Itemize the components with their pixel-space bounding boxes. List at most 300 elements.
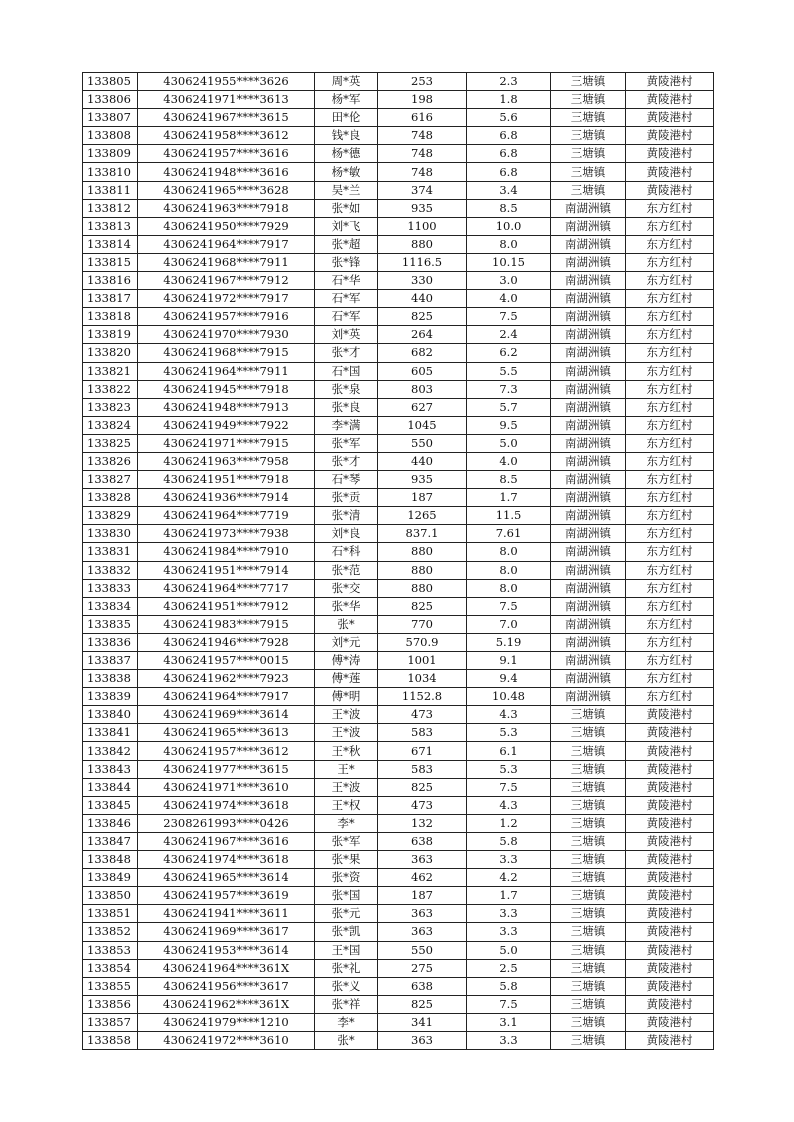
village-cell: 黄陵港村 <box>626 1031 714 1049</box>
village-cell: 东方红村 <box>626 308 714 326</box>
quantity-cell: 7.5 <box>467 995 551 1013</box>
row-number-cell: 133816 <box>83 272 138 290</box>
amount-cell: 1100 <box>378 217 467 235</box>
town-cell: 三塘镇 <box>551 145 626 163</box>
row-number-cell: 133850 <box>83 887 138 905</box>
row-number-cell: 133835 <box>83 615 138 633</box>
id-number-cell: 4306241953****3614 <box>138 941 315 959</box>
table-row <box>83 525 714 543</box>
village-cell: 黄陵港村 <box>626 1013 714 1031</box>
quantity-cell: 2.4 <box>467 326 551 344</box>
amount-cell: 440 <box>378 290 467 308</box>
id-number-cell: 2308261993****0426 <box>138 814 315 832</box>
quantity-cell: 8.5 <box>467 471 551 489</box>
row-number-cell: 133856 <box>83 995 138 1013</box>
name-cell: 王*波 <box>315 706 378 724</box>
amount-cell: 671 <box>378 742 467 760</box>
quantity-cell: 5.0 <box>467 434 551 452</box>
row-number-cell: 133851 <box>83 905 138 923</box>
amount-cell: 770 <box>378 615 467 633</box>
town-cell: 南湖洲镇 <box>551 199 626 217</box>
village-cell: 黄陵港村 <box>626 959 714 977</box>
id-number-cell: 4306241963****7918 <box>138 199 315 217</box>
town-cell: 南湖洲镇 <box>551 688 626 706</box>
quantity-cell: 9.1 <box>467 652 551 670</box>
village-cell: 东方红村 <box>626 199 714 217</box>
town-cell: 三塘镇 <box>551 869 626 887</box>
amount-cell: 341 <box>378 1013 467 1031</box>
row-number-cell: 133825 <box>83 434 138 452</box>
amount-cell: 187 <box>378 887 467 905</box>
id-number-cell: 4306241949****7922 <box>138 416 315 434</box>
quantity-cell: 6.8 <box>467 127 551 145</box>
table-row <box>83 199 714 217</box>
table-row <box>83 235 714 253</box>
village-cell: 黄陵港村 <box>626 905 714 923</box>
town-cell: 南湖洲镇 <box>551 471 626 489</box>
table-row <box>83 905 714 923</box>
quantity-cell: 4.0 <box>467 452 551 470</box>
quantity-cell: 2.3 <box>467 73 551 91</box>
amount-cell: 1265 <box>378 507 467 525</box>
village-cell: 东方红村 <box>626 452 714 470</box>
id-number-cell: 4306241957****3619 <box>138 887 315 905</box>
name-cell: 石*军 <box>315 290 378 308</box>
id-number-cell: 4306241977****3615 <box>138 760 315 778</box>
name-cell: 李* <box>315 814 378 832</box>
id-number-cell: 4306241962****7923 <box>138 670 315 688</box>
quantity-cell: 1.7 <box>467 887 551 905</box>
quantity-cell: 11.5 <box>467 507 551 525</box>
id-number-cell: 4306241964****7911 <box>138 362 315 380</box>
amount-cell: 462 <box>378 869 467 887</box>
id-number-cell: 4306241948****3616 <box>138 163 315 181</box>
town-cell: 三塘镇 <box>551 1031 626 1049</box>
name-cell: 田*伦 <box>315 109 378 127</box>
village-cell: 黄陵港村 <box>626 796 714 814</box>
table-row <box>83 814 714 832</box>
id-number-cell: 4306241964****7917 <box>138 235 315 253</box>
name-cell: 张*元 <box>315 905 378 923</box>
amount-cell: 748 <box>378 145 467 163</box>
quantity-cell: 8.0 <box>467 543 551 561</box>
row-number-cell: 133828 <box>83 489 138 507</box>
row-number-cell: 133805 <box>83 73 138 91</box>
village-cell: 东方红村 <box>626 235 714 253</box>
row-number-cell: 133842 <box>83 742 138 760</box>
table-row <box>83 73 714 91</box>
quantity-cell: 6.8 <box>467 145 551 163</box>
name-cell: 王*秋 <box>315 742 378 760</box>
village-cell: 东方红村 <box>626 615 714 633</box>
id-number-cell: 4306241965****3614 <box>138 869 315 887</box>
town-cell: 南湖洲镇 <box>551 507 626 525</box>
name-cell: 刘*良 <box>315 525 378 543</box>
town-cell: 三塘镇 <box>551 706 626 724</box>
table-row <box>83 398 714 416</box>
table-row <box>83 217 714 235</box>
amount-cell: 583 <box>378 760 467 778</box>
amount-cell: 638 <box>378 832 467 850</box>
id-number-cell: 4306241967****3616 <box>138 832 315 850</box>
town-cell: 三塘镇 <box>551 778 626 796</box>
table-row <box>83 615 714 633</box>
name-cell: 张*锋 <box>315 253 378 271</box>
quantity-cell: 7.5 <box>467 308 551 326</box>
town-cell: 南湖洲镇 <box>551 489 626 507</box>
town-cell: 三塘镇 <box>551 127 626 145</box>
row-number-cell: 133841 <box>83 724 138 742</box>
row-number-cell: 133845 <box>83 796 138 814</box>
name-cell: 张*果 <box>315 851 378 869</box>
table-row <box>83 471 714 489</box>
table-row <box>83 127 714 145</box>
town-cell: 南湖洲镇 <box>551 308 626 326</box>
quantity-cell: 7.61 <box>467 525 551 543</box>
village-cell: 黄陵港村 <box>626 977 714 995</box>
amount-cell: 682 <box>378 344 467 362</box>
id-number-cell: 4306241958****3612 <box>138 127 315 145</box>
village-cell: 黄陵港村 <box>626 778 714 796</box>
amount-cell: 550 <box>378 941 467 959</box>
quantity-cell: 6.2 <box>467 344 551 362</box>
village-cell: 黄陵港村 <box>626 127 714 145</box>
table-row <box>83 163 714 181</box>
village-cell: 东方红村 <box>626 561 714 579</box>
village-cell: 黄陵港村 <box>626 706 714 724</box>
table-row <box>83 326 714 344</box>
name-cell: 吴*兰 <box>315 181 378 199</box>
name-cell: 石*国 <box>315 362 378 380</box>
id-number-cell: 4306241936****7914 <box>138 489 315 507</box>
id-number-cell: 4306241968****7915 <box>138 344 315 362</box>
row-number-cell: 133853 <box>83 941 138 959</box>
name-cell: 张*国 <box>315 887 378 905</box>
quantity-cell: 5.8 <box>467 832 551 850</box>
amount-cell: 363 <box>378 923 467 941</box>
quantity-cell: 7.3 <box>467 380 551 398</box>
table-row <box>83 380 714 398</box>
village-cell: 东方红村 <box>626 326 714 344</box>
id-number-cell: 4306241962****361X <box>138 995 315 1013</box>
name-cell: 石*军 <box>315 308 378 326</box>
quantity-cell: 5.7 <box>467 398 551 416</box>
town-cell: 南湖洲镇 <box>551 272 626 290</box>
table-row <box>83 633 714 651</box>
amount-cell: 330 <box>378 272 467 290</box>
name-cell: 李*满 <box>315 416 378 434</box>
amount-cell: 638 <box>378 977 467 995</box>
quantity-cell: 4.0 <box>467 290 551 308</box>
quantity-cell: 5.3 <box>467 760 551 778</box>
row-number-cell: 133857 <box>83 1013 138 1031</box>
town-cell: 三塘镇 <box>551 760 626 778</box>
row-number-cell: 133840 <box>83 706 138 724</box>
amount-cell: 583 <box>378 724 467 742</box>
name-cell: 周*英 <box>315 73 378 91</box>
id-number-cell: 4306241969****3617 <box>138 923 315 941</box>
table-row <box>83 851 714 869</box>
id-number-cell: 4306241984****7910 <box>138 543 315 561</box>
name-cell: 傅*涛 <box>315 652 378 670</box>
row-number-cell: 133824 <box>83 416 138 434</box>
row-number-cell: 133821 <box>83 362 138 380</box>
quantity-cell: 3.4 <box>467 181 551 199</box>
quantity-cell: 10.15 <box>467 253 551 271</box>
town-cell: 三塘镇 <box>551 73 626 91</box>
town-cell: 三塘镇 <box>551 995 626 1013</box>
name-cell: 张*清 <box>315 507 378 525</box>
quantity-cell: 7.0 <box>467 615 551 633</box>
row-number-cell: 133854 <box>83 959 138 977</box>
quantity-cell: 10.0 <box>467 217 551 235</box>
amount-cell: 1034 <box>378 670 467 688</box>
town-cell: 南湖洲镇 <box>551 398 626 416</box>
village-cell: 东方红村 <box>626 597 714 615</box>
quantity-cell: 4.2 <box>467 869 551 887</box>
town-cell: 三塘镇 <box>551 977 626 995</box>
row-number-cell: 133813 <box>83 217 138 235</box>
table-row <box>83 434 714 452</box>
amount-cell: 1045 <box>378 416 467 434</box>
amount-cell: 880 <box>378 543 467 561</box>
row-number-cell: 133839 <box>83 688 138 706</box>
quantity-cell: 5.6 <box>467 109 551 127</box>
id-number-cell: 4306241971****3613 <box>138 91 315 109</box>
table-row <box>83 670 714 688</box>
id-number-cell: 4306241945****7918 <box>138 380 315 398</box>
amount-cell: 132 <box>378 814 467 832</box>
table-row <box>83 941 714 959</box>
row-number-cell: 133838 <box>83 670 138 688</box>
village-cell: 东方红村 <box>626 253 714 271</box>
row-number-cell: 133830 <box>83 525 138 543</box>
town-cell: 南湖洲镇 <box>551 633 626 651</box>
name-cell: 张* <box>315 1031 378 1049</box>
name-cell: 王*波 <box>315 724 378 742</box>
table-row <box>83 1013 714 1031</box>
table-row <box>83 489 714 507</box>
name-cell: 钱*良 <box>315 127 378 145</box>
town-cell: 三塘镇 <box>551 905 626 923</box>
table-row <box>83 181 714 199</box>
table-row <box>83 290 714 308</box>
amount-cell: 837.1 <box>378 525 467 543</box>
table-row <box>83 869 714 887</box>
id-number-cell: 4306241951****7914 <box>138 561 315 579</box>
id-number-cell: 4306241957****3612 <box>138 742 315 760</box>
row-number-cell: 133812 <box>83 199 138 217</box>
town-cell: 南湖洲镇 <box>551 434 626 452</box>
amount-cell: 748 <box>378 127 467 145</box>
name-cell: 张*良 <box>315 398 378 416</box>
quantity-cell: 3.3 <box>467 851 551 869</box>
table-row <box>83 832 714 850</box>
name-cell: 刘*元 <box>315 633 378 651</box>
id-number-cell: 4306241964****7719 <box>138 507 315 525</box>
row-number-cell: 133836 <box>83 633 138 651</box>
row-number-cell: 133808 <box>83 127 138 145</box>
table-row <box>83 579 714 597</box>
quantity-cell: 4.3 <box>467 706 551 724</box>
quantity-cell: 8.0 <box>467 235 551 253</box>
name-cell: 张*礼 <box>315 959 378 977</box>
town-cell: 三塘镇 <box>551 109 626 127</box>
amount-cell: 803 <box>378 380 467 398</box>
town-cell: 南湖洲镇 <box>551 217 626 235</box>
row-number-cell: 133819 <box>83 326 138 344</box>
amount-cell: 187 <box>378 489 467 507</box>
quantity-cell: 3.1 <box>467 1013 551 1031</box>
table-row <box>83 597 714 615</box>
name-cell: 张*资 <box>315 869 378 887</box>
id-number-cell: 4306241951****7918 <box>138 471 315 489</box>
row-number-cell: 133849 <box>83 869 138 887</box>
village-cell: 东方红村 <box>626 380 714 398</box>
name-cell: 刘*飞 <box>315 217 378 235</box>
town-cell: 三塘镇 <box>551 832 626 850</box>
village-cell: 黄陵港村 <box>626 887 714 905</box>
village-cell: 东方红村 <box>626 471 714 489</box>
amount-cell: 275 <box>378 959 467 977</box>
name-cell: 张*军 <box>315 832 378 850</box>
table-row <box>83 344 714 362</box>
name-cell: 李* <box>315 1013 378 1031</box>
amount-cell: 1152.8 <box>378 688 467 706</box>
village-cell: 黄陵港村 <box>626 91 714 109</box>
row-number-cell: 133837 <box>83 652 138 670</box>
row-number-cell: 133843 <box>83 760 138 778</box>
id-number-cell: 4306241965****3613 <box>138 724 315 742</box>
table-row <box>83 452 714 470</box>
village-cell: 东方红村 <box>626 290 714 308</box>
town-cell: 三塘镇 <box>551 163 626 181</box>
row-number-cell: 133846 <box>83 814 138 832</box>
table-row <box>83 796 714 814</box>
village-cell: 黄陵港村 <box>626 181 714 199</box>
row-number-cell: 133814 <box>83 235 138 253</box>
name-cell: 张*才 <box>315 452 378 470</box>
amount-cell: 825 <box>378 778 467 796</box>
quantity-cell: 5.5 <box>467 362 551 380</box>
amount-cell: 748 <box>378 163 467 181</box>
village-cell: 黄陵港村 <box>626 724 714 742</box>
town-cell: 三塘镇 <box>551 91 626 109</box>
amount-cell: 264 <box>378 326 467 344</box>
id-number-cell: 4306241941****3611 <box>138 905 315 923</box>
town-cell: 南湖洲镇 <box>551 525 626 543</box>
amount-cell: 825 <box>378 308 467 326</box>
id-number-cell: 4306241964****7717 <box>138 579 315 597</box>
name-cell: 张*凯 <box>315 923 378 941</box>
table-row <box>83 253 714 271</box>
id-number-cell: 4306241963****7958 <box>138 452 315 470</box>
quantity-cell: 10.48 <box>467 688 551 706</box>
name-cell: 石*华 <box>315 272 378 290</box>
table-body <box>83 73 714 1050</box>
town-cell: 三塘镇 <box>551 1013 626 1031</box>
row-number-cell: 133823 <box>83 398 138 416</box>
quantity-cell: 8.5 <box>467 199 551 217</box>
name-cell: 张* <box>315 615 378 633</box>
id-number-cell: 4306241946****7928 <box>138 633 315 651</box>
row-number-cell: 133848 <box>83 851 138 869</box>
name-cell: 张*军 <box>315 434 378 452</box>
town-cell: 南湖洲镇 <box>551 344 626 362</box>
quantity-cell: 7.5 <box>467 778 551 796</box>
id-number-cell: 4306241972****3610 <box>138 1031 315 1049</box>
name-cell: 张*华 <box>315 597 378 615</box>
name-cell: 张*义 <box>315 977 378 995</box>
village-cell: 东方红村 <box>626 543 714 561</box>
village-cell: 东方红村 <box>626 652 714 670</box>
row-number-cell: 133811 <box>83 181 138 199</box>
town-cell: 南湖洲镇 <box>551 362 626 380</box>
name-cell: 刘*英 <box>315 326 378 344</box>
amount-cell: 825 <box>378 597 467 615</box>
name-cell: 王* <box>315 760 378 778</box>
name-cell: 张*祥 <box>315 995 378 1013</box>
amount-cell: 570.9 <box>378 633 467 651</box>
table-row <box>83 308 714 326</box>
id-number-cell: 4306241970****7930 <box>138 326 315 344</box>
town-cell: 三塘镇 <box>551 851 626 869</box>
quantity-cell: 8.0 <box>467 579 551 597</box>
table-row <box>83 272 714 290</box>
village-cell: 黄陵港村 <box>626 760 714 778</box>
row-number-cell: 133820 <box>83 344 138 362</box>
name-cell: 张*贡 <box>315 489 378 507</box>
quantity-cell: 1.8 <box>467 91 551 109</box>
table-row <box>83 977 714 995</box>
village-cell: 黄陵港村 <box>626 832 714 850</box>
name-cell: 张*交 <box>315 579 378 597</box>
quantity-cell: 1.2 <box>467 814 551 832</box>
id-number-cell: 4306241955****3626 <box>138 73 315 91</box>
village-cell: 黄陵港村 <box>626 163 714 181</box>
row-number-cell: 133847 <box>83 832 138 850</box>
quantity-cell: 5.0 <box>467 941 551 959</box>
amount-cell: 616 <box>378 109 467 127</box>
amount-cell: 198 <box>378 91 467 109</box>
village-cell: 黄陵港村 <box>626 869 714 887</box>
amount-cell: 1116.5 <box>378 253 467 271</box>
quantity-cell: 4.3 <box>467 796 551 814</box>
town-cell: 南湖洲镇 <box>551 652 626 670</box>
table-row <box>83 416 714 434</box>
village-cell: 黄陵港村 <box>626 742 714 760</box>
row-number-cell: 133831 <box>83 543 138 561</box>
village-cell: 东方红村 <box>626 344 714 362</box>
row-number-cell: 133834 <box>83 597 138 615</box>
amount-cell: 473 <box>378 706 467 724</box>
table-row <box>83 543 714 561</box>
row-number-cell: 133829 <box>83 507 138 525</box>
table-row <box>83 688 714 706</box>
id-number-cell: 4306241948****7913 <box>138 398 315 416</box>
village-cell: 东方红村 <box>626 633 714 651</box>
name-cell: 石*科 <box>315 543 378 561</box>
row-number-cell: 133817 <box>83 290 138 308</box>
name-cell: 王*国 <box>315 941 378 959</box>
village-cell: 东方红村 <box>626 272 714 290</box>
quantity-cell: 9.4 <box>467 670 551 688</box>
town-cell: 三塘镇 <box>551 941 626 959</box>
town-cell: 三塘镇 <box>551 887 626 905</box>
name-cell: 杨*敏 <box>315 163 378 181</box>
row-number-cell: 133832 <box>83 561 138 579</box>
row-number-cell: 133826 <box>83 452 138 470</box>
